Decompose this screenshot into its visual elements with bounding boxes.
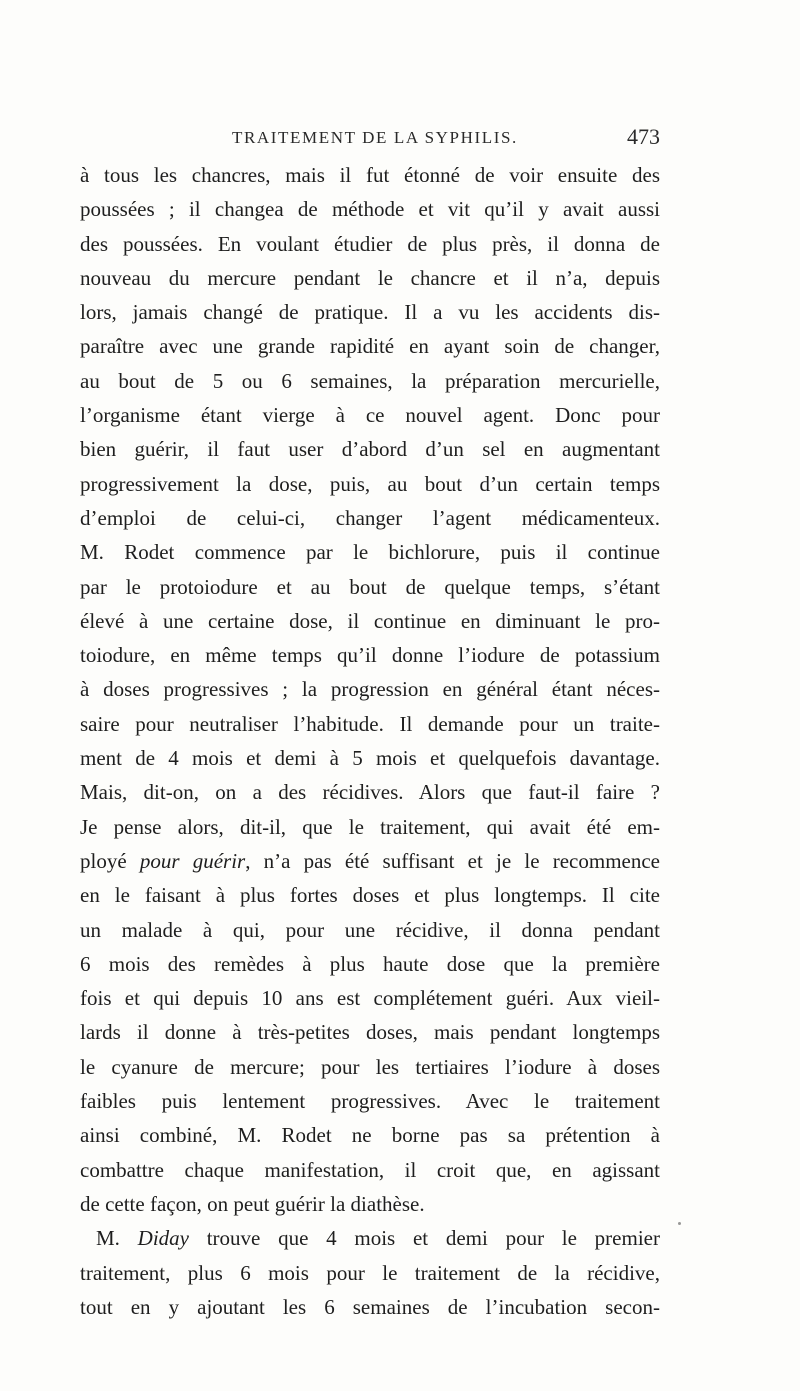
text-line: des poussées. En voulant étudier de plus près, il donna de xyxy=(80,231,660,256)
text-line: faibles puis lentement progressives. Avec le traitement xyxy=(80,1089,660,1114)
text-line: toiodure, en même temps qu’il donne l’iodure de potassium xyxy=(80,643,660,668)
text-run: , n’a pas été suffisant et je le recommence xyxy=(245,848,660,873)
page-number: 473 xyxy=(627,124,660,149)
paragraph-last-line: de cette façon, on peut guérir la diathèse. xyxy=(80,1191,425,1216)
text-line: ment de 4 mois et demi à 5 mois et quelquefois davantage. xyxy=(80,746,660,771)
running-header xyxy=(80,124,660,154)
text-run: M. xyxy=(96,1226,138,1251)
text-line: lors, jamais changé de pratique. Il a vu les accidents dis- xyxy=(80,300,660,325)
text-line: nouveau du mercure pendant le chancre et il n’a, depuis xyxy=(80,265,660,290)
text-run: ployé xyxy=(80,848,140,873)
text-run: trouve que 4 mois et demi pour le premier xyxy=(188,1226,660,1251)
text-line: bien guérir, il faut user d’abord d’un sel en augmentant xyxy=(80,437,660,462)
text-line: Mais, dit-on, on a des récidives. Alors que faut-il faire ? xyxy=(80,780,660,805)
text-line: combattre chaque manifestation, il croit que, en agissant xyxy=(80,1157,660,1182)
text-line: à tous les chancres, mais il fut étonné de voir ensuite des xyxy=(80,163,660,187)
text-line: au bout de 5 ou 6 semaines, la préparation mercurielle, xyxy=(80,368,660,393)
text-line: M. Rodet commence par le bichlorure, puis il continue xyxy=(80,540,660,565)
text-line: paraître avec une grande rapidité en ayant soin de changer, xyxy=(80,334,660,359)
text-line: Je pense alors, dit-il, que le traitement, qui avait été em- xyxy=(80,814,660,839)
text-line: à doses progressives ; la progression en général étant néces- xyxy=(80,677,660,702)
text-line: saire pour neutraliser l’habitude. Il demande pour un traite- xyxy=(80,711,660,736)
text-line: en le faisant à plus fortes doses et plus longtemps. Il cite xyxy=(80,883,660,908)
text-line: progressivement la dose, puis, au bout d’un certain temps xyxy=(80,471,660,496)
text-line: poussées ; il changea de méthode et vit qu’il y avait aussi xyxy=(80,197,660,222)
text-line: d’emploi de celui-ci, changer l’agent médicamenteux. xyxy=(80,505,660,530)
text-line: 6 mois des remèdes à plus haute dose que la première xyxy=(80,951,660,976)
paper-speck xyxy=(678,1222,681,1225)
text-line: le cyanure de mercure; pour les tertiaires l’iodure à doses xyxy=(80,1054,660,1079)
italic-name: Diday xyxy=(137,1226,189,1251)
text-line: tout en y ajoutant les 6 semaines de l’incubation secon- xyxy=(80,1294,660,1319)
running-title: TRAITEMENT DE LA SYPHILIS. xyxy=(232,128,518,147)
italic-phrase: pour guérir xyxy=(139,848,246,873)
body-text xyxy=(80,158,660,1324)
text-line: l’organisme étant vierge à ce nouvel agent. Donc pour xyxy=(80,403,660,428)
text-line-with-italic xyxy=(80,844,660,878)
text-line: par le protoiodure et au bout de quelque temps, s’étant xyxy=(80,574,660,599)
text-line: fois et qui depuis 10 ans est complétement guéri. Aux vieil- xyxy=(80,986,660,1011)
text-line: traitement, plus 6 mois pour le traitement de la récidive, xyxy=(80,1260,660,1285)
paragraph-first-line xyxy=(80,1221,660,1255)
text-line: élevé à une certaine dose, il continue en diminuant le pro- xyxy=(80,608,660,633)
text-line: lards il donne à très-petites doses, mais pendant longtemps xyxy=(80,1020,660,1045)
text-line: ainsi combiné, M. Rodet ne borne pas sa prétention à xyxy=(80,1123,660,1148)
text-line: un malade à qui, pour une récidive, il donna pendant xyxy=(80,917,660,942)
